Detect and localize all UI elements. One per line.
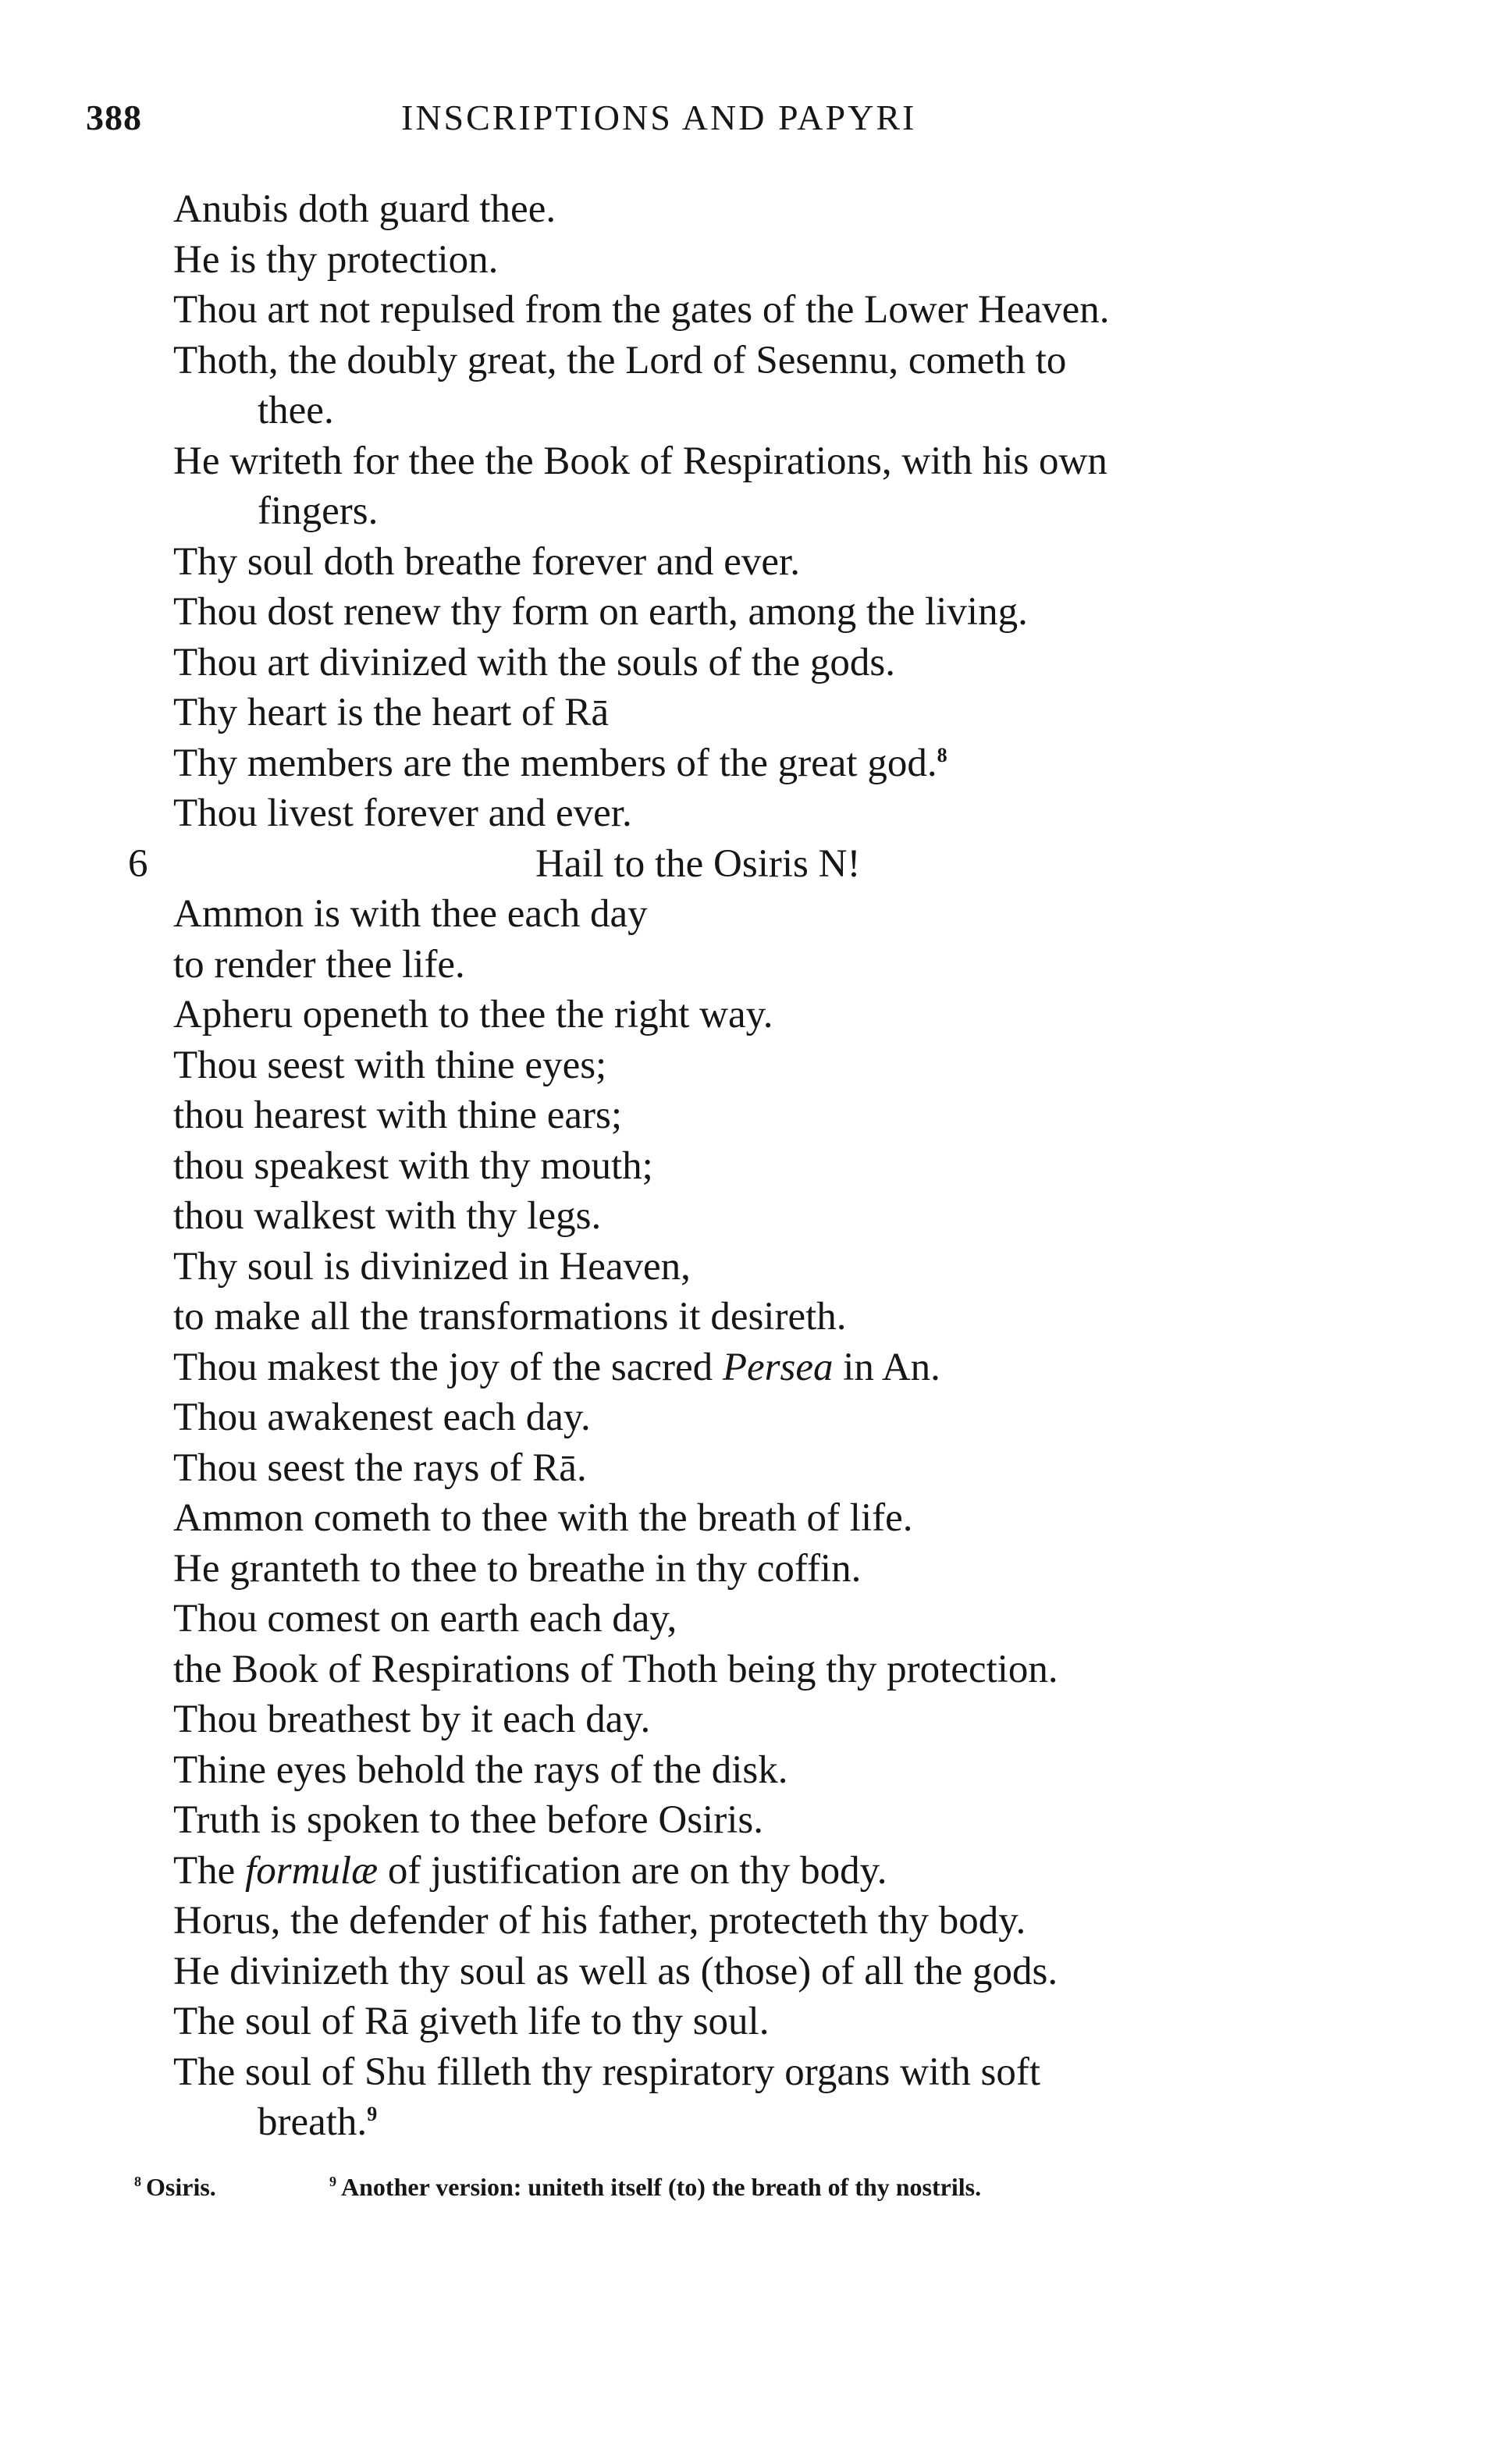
verse-line: He divinizeth thy soul as well as (those) of all the gods.: [173, 1949, 1058, 1993]
verse-text: breath.: [258, 2100, 368, 2144]
verse-line: Anubis doth guard thee.: [173, 187, 556, 231]
verse-line: Thy soul is divinized in Heaven,: [173, 1244, 691, 1289]
verse-line: [0, 1342, 1486, 1393]
verse-line: Ammon is with thee each day: [173, 892, 648, 936]
verse-line: He writeth for thee the Book of Respirations, with his own: [173, 439, 1107, 483]
verse-text: of justification are on thy body.: [387, 1848, 887, 1893]
section-number: 6: [128, 841, 148, 886]
verse-line: He is thy protection.: [173, 237, 499, 282]
verse-line: Truth is spoken to thee before Osiris.: [173, 1798, 763, 1842]
verse-line: The soul of Shu filleth thy respiratory organs with soft: [173, 2050, 1040, 2094]
verse-line: Thou livest forever and ever.: [173, 791, 632, 835]
footnote-mark: 8: [134, 2174, 141, 2190]
verse-line-continuation: fingers.: [258, 489, 379, 533]
verse-line: [0, 1846, 1486, 1897]
verse-line: to render thee life.: [173, 942, 465, 987]
poem-body: [0, 184, 1486, 2148]
verse-line: Thy soul doth breathe forever and ever.: [173, 539, 800, 584]
verse-line: Thou art not repulsed from the gates of the Lower Heaven.: [173, 288, 1110, 332]
verse-line: Thou art divinized with the souls of the gods.: [173, 640, 895, 684]
verse-line-continuation: thee.: [258, 389, 334, 432]
verse-line: to make all the transformations it desireth.: [173, 1295, 847, 1339]
verse-line: Thou dost renew thy form on earth, among the living.: [173, 590, 1028, 634]
verse-line: Ammon cometh to thee with the breath of life.: [173, 1496, 913, 1540]
footnote-8: [134, 2173, 216, 2202]
verse-line: Thou seest with thine eyes;: [173, 1043, 607, 1087]
verse-text-italic: formulæ: [245, 1848, 379, 1893]
verse-line: Thou seest the rays of Rā.: [173, 1445, 587, 1490]
footnote-text: Another version: uniteth itself (to) the breath of thy nostrils.: [341, 2173, 982, 2201]
page-header: [86, 97, 1303, 151]
verse-text: The: [173, 1848, 236, 1893]
note-reference: 9: [367, 2103, 378, 2125]
verse-line: Thine eyes behold the rays of the disk.: [173, 1748, 788, 1792]
note-reference: 8: [937, 743, 947, 766]
footnote-text: Osiris.: [146, 2173, 216, 2201]
verse-line: Horus, the defender of his father, protecteth thy body.: [173, 1899, 1026, 1943]
section-heading: [0, 839, 1486, 890]
verse-line: Apheru openeth to thee the right way.: [173, 993, 773, 1036]
verse-line: thou speakest with thy mouth;: [173, 1143, 653, 1188]
verse-line: thou walkest with thy legs.: [173, 1194, 602, 1238]
running-head: INSCRIPTIONS AND PAPYRI: [401, 98, 917, 137]
verse-line: [0, 738, 1486, 789]
footnote-9: [329, 2173, 981, 2202]
verse-line: He granteth to thee to breathe in thy coffin.: [173, 1546, 862, 1591]
verse-line: Thou awakenest each day.: [173, 1396, 591, 1439]
verse-text-italic: Persea: [722, 1345, 834, 1389]
verse-text: Thou makest the joy of the sacred: [173, 1345, 713, 1389]
verse-text: Thy members are the members of the great god.: [173, 741, 937, 785]
verse-line: thou hearest with thine ears;: [173, 1093, 622, 1137]
verse-line: The soul of Rā giveth life to thy soul.: [173, 2000, 770, 2043]
footnote-mark: 9: [329, 2174, 336, 2190]
verse-line: Thy heart is the heart of Rā: [173, 691, 609, 734]
page-number: 388: [86, 98, 142, 137]
verse-line: Thoth, the doubly great, the Lord of Sesennu, cometh to: [173, 338, 1067, 382]
verse-line: Thou breathest by it each day.: [173, 1698, 651, 1741]
verse-line: Thou comest on earth each day,: [173, 1597, 677, 1641]
verse-line: the Book of Respirations of Thoth being thy protection.: [173, 1647, 1058, 1691]
verse-text: in An.: [843, 1345, 940, 1389]
section-title: Hail to the Osiris N!: [535, 841, 861, 886]
verse-line-continuation: [0, 2097, 1486, 2148]
